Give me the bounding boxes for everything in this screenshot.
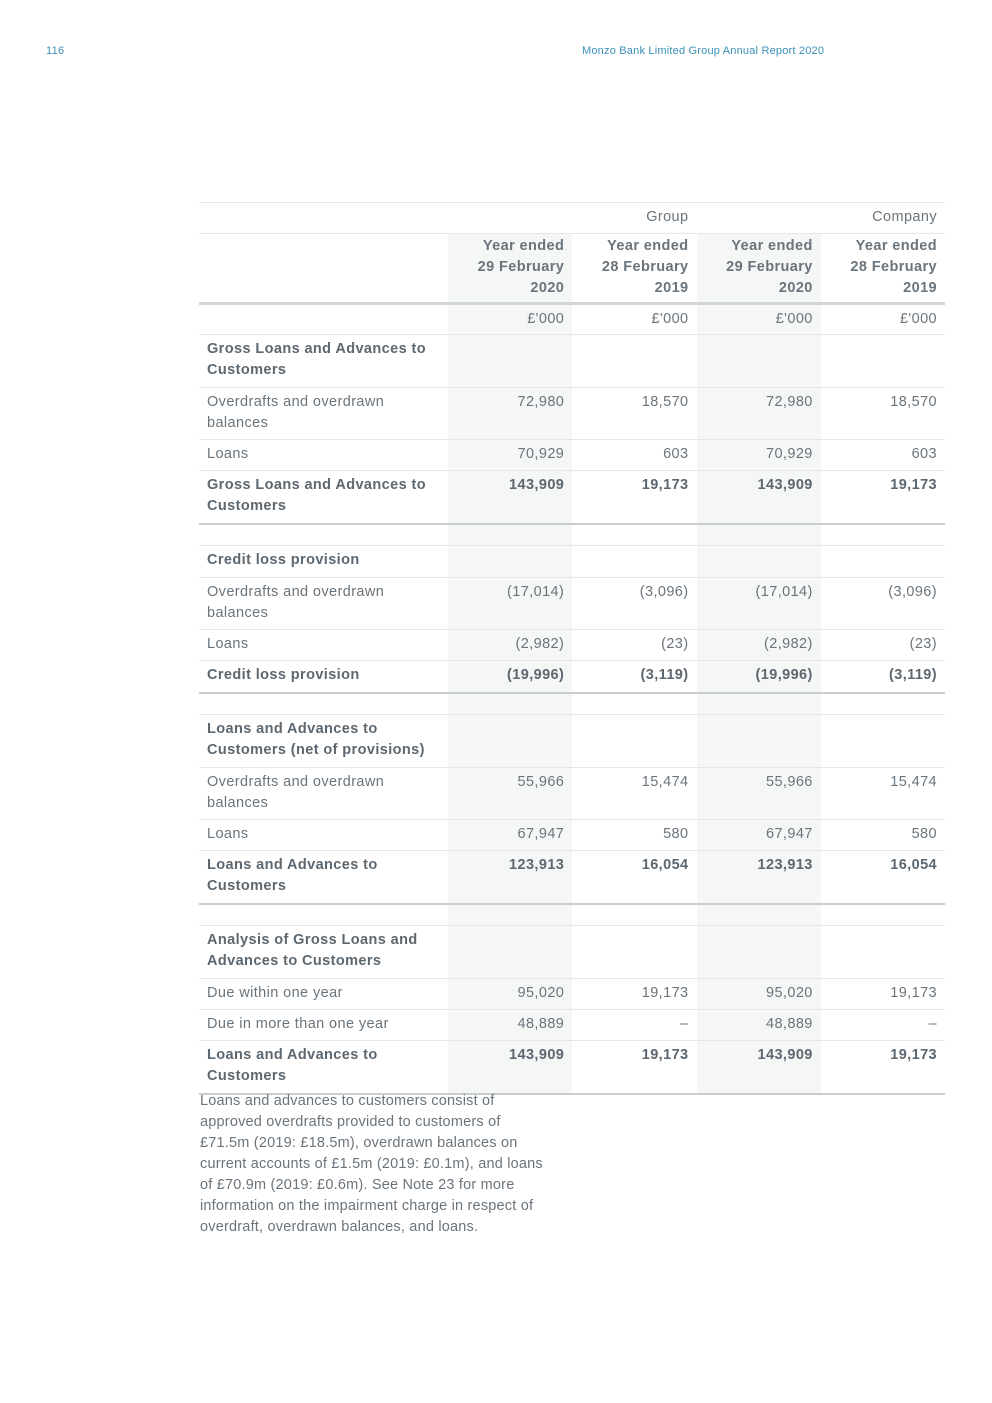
- section-heading-row-label: Gross Loans and Advances to Customers: [199, 335, 448, 388]
- company-label: Company: [821, 203, 945, 234]
- value-cell: 55,966: [697, 768, 821, 820]
- total-value-cell: 143,909: [697, 1041, 821, 1095]
- section-heading-row: [199, 546, 945, 578]
- section-heading-row-label: Analysis of Gross Loans and Advances to Customers: [199, 926, 448, 979]
- total-row: [199, 1041, 945, 1095]
- spacer-row-label: [199, 904, 448, 926]
- column-header-group-2020: Year ended 29 February 2020: [448, 234, 572, 304]
- value-cell: –: [821, 1010, 945, 1041]
- unit-label: £'000: [697, 304, 821, 335]
- unit-label: £'000: [448, 304, 572, 335]
- spacer-row: [199, 524, 945, 546]
- table-row-label: Overdrafts and overdrawn balances: [199, 388, 448, 440]
- unit-label: £'000: [821, 304, 945, 335]
- value-cell: 19,173: [821, 979, 945, 1010]
- group-header-row: [199, 203, 945, 234]
- table-row-label: Loans: [199, 440, 448, 471]
- table-row-label: Overdrafts and overdrawn balances: [199, 768, 448, 820]
- table-row: [199, 768, 945, 820]
- page-number: 116: [46, 45, 65, 57]
- value-cell: 603: [572, 440, 696, 471]
- total-value-cell: (19,996): [448, 661, 572, 694]
- value-cell: 55,966: [448, 768, 572, 820]
- value-cell: (2,982): [697, 630, 821, 661]
- value-cell: 18,570: [572, 388, 696, 440]
- section-heading-row-label: Loans and Advances to Customers (net of provisions): [199, 715, 448, 768]
- total-value-cell: 19,173: [572, 471, 696, 525]
- table-row: [199, 979, 945, 1010]
- value-cell: (17,014): [448, 578, 572, 630]
- section-heading-row: [199, 715, 945, 768]
- total-value-cell: 143,909: [697, 471, 821, 525]
- spacer-row-label: [199, 524, 448, 546]
- value-cell: 67,947: [697, 820, 821, 851]
- value-cell: 580: [821, 820, 945, 851]
- value-cell: 72,980: [448, 388, 572, 440]
- value-cell: 19,173: [572, 979, 696, 1010]
- loans-advances-table: [199, 202, 945, 1095]
- unit-row: [199, 304, 945, 335]
- total-value-cell: 19,173: [821, 1041, 945, 1095]
- table-row: [199, 820, 945, 851]
- total-value-cell: (3,119): [572, 661, 696, 694]
- value-cell: 48,889: [448, 1010, 572, 1041]
- column-header-row: [199, 234, 945, 304]
- table-row-label: Due within one year: [199, 979, 448, 1010]
- table-row: [199, 1010, 945, 1041]
- footnote: Loans and advances to customers consist of approved overdrafts provided to customers of £71.5m (2019: £18.5m), overdrawn balances on current accounts of £1.5m (2019: £0.1m), and loans of £70.9m (2019: £0.6m). See Note 23 for more information on the impairment charge in respect of overdraft, overdrawn balances, and loans.: [200, 1093, 543, 1235]
- total-value-cell: (3,119): [821, 661, 945, 694]
- table-row: [199, 630, 945, 661]
- total-row: [199, 851, 945, 905]
- group-label: Group: [572, 203, 696, 234]
- table-row-label: Overdrafts and overdrawn balances: [199, 578, 448, 630]
- value-cell: 70,929: [697, 440, 821, 471]
- value-cell: 67,947: [448, 820, 572, 851]
- value-cell: (3,096): [572, 578, 696, 630]
- table-row-label: Loans: [199, 630, 448, 661]
- total-row-label: Loans and Advances to Customers: [199, 851, 448, 905]
- total-row: [199, 661, 945, 694]
- value-cell: –: [572, 1010, 696, 1041]
- value-cell: 15,474: [572, 768, 696, 820]
- column-header-company-2020: Year ended 29 February 2020: [697, 234, 821, 304]
- spacer-row: [199, 904, 945, 926]
- value-cell: 15,474: [821, 768, 945, 820]
- section-heading-row-label: Credit loss provision: [199, 546, 448, 578]
- column-header-company-2019: Year ended 28 February 2019: [821, 234, 945, 304]
- table-row: [199, 440, 945, 471]
- report-title: Monzo Bank Limited Group Annual Report 2020: [582, 45, 825, 57]
- total-row-label: Loans and Advances to Customers: [199, 1041, 448, 1095]
- total-value-cell: (19,996): [697, 661, 821, 694]
- total-row: [199, 471, 945, 525]
- total-row-label: Gross Loans and Advances to Customers: [199, 471, 448, 525]
- spacer-row-label: [199, 693, 448, 715]
- total-value-cell: 19,173: [821, 471, 945, 525]
- total-value-cell: 16,054: [572, 851, 696, 905]
- total-value-cell: 19,173: [572, 1041, 696, 1095]
- section-heading-row: [199, 335, 945, 388]
- value-cell: 18,570: [821, 388, 945, 440]
- total-value-cell: 123,913: [697, 851, 821, 905]
- unit-label: £'000: [572, 304, 696, 335]
- total-value-cell: 16,054: [821, 851, 945, 905]
- table-row: [199, 578, 945, 630]
- section-heading-row: [199, 926, 945, 979]
- value-cell: 603: [821, 440, 945, 471]
- total-value-cell: 143,909: [448, 471, 572, 525]
- value-cell: (2,982): [448, 630, 572, 661]
- value-cell: 72,980: [697, 388, 821, 440]
- value-cell: 580: [572, 820, 696, 851]
- value-cell: 48,889: [697, 1010, 821, 1041]
- value-cell: (17,014): [697, 578, 821, 630]
- spacer-row: [199, 693, 945, 715]
- value-cell: (3,096): [821, 578, 945, 630]
- table-row: [199, 388, 945, 440]
- total-value-cell: 143,909: [448, 1041, 572, 1095]
- value-cell: 95,020: [697, 979, 821, 1010]
- value-cell: (23): [572, 630, 696, 661]
- value-cell: 70,929: [448, 440, 572, 471]
- total-row-label: Credit loss provision: [199, 661, 448, 694]
- value-cell: (23): [821, 630, 945, 661]
- value-cell: 95,020: [448, 979, 572, 1010]
- column-header-group-2019: Year ended 28 February 2019: [572, 234, 696, 304]
- table-row-label: Due in more than one year: [199, 1010, 448, 1041]
- table-row-label: Loans: [199, 820, 448, 851]
- total-value-cell: 123,913: [448, 851, 572, 905]
